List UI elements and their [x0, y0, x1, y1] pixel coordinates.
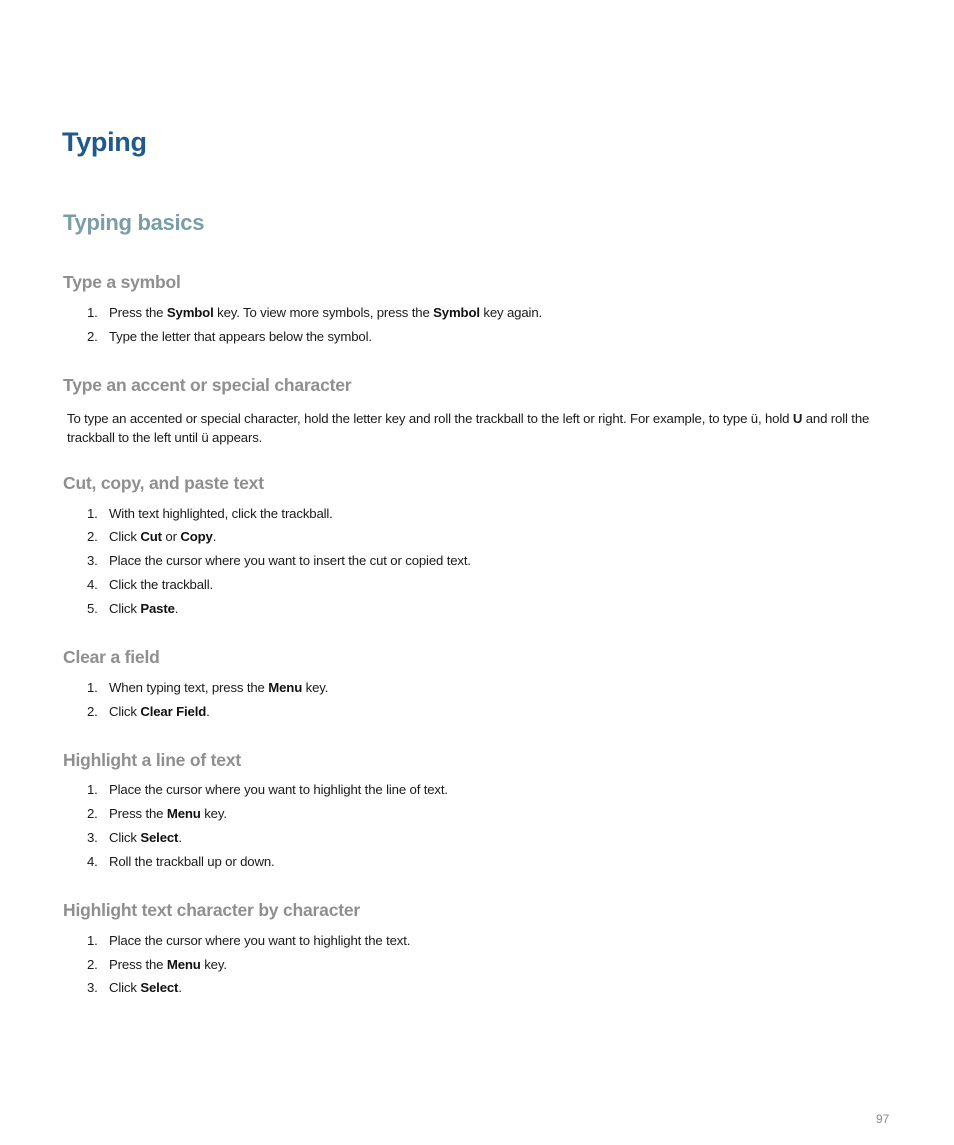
step-number: 1.: [87, 933, 98, 948]
step-number: 5.: [87, 601, 98, 616]
step-text: Click: [109, 980, 141, 995]
step-text: Press the: [109, 305, 167, 320]
step-number: 4.: [87, 854, 98, 869]
para-text: and roll the trackball to the left until ü appears.: [67, 411, 870, 445]
step-item: [87, 806, 227, 821]
step-item: [87, 553, 471, 568]
step-item: [87, 830, 182, 845]
step-text: key. To view more symbols, press the: [213, 305, 434, 320]
key-name: Menu: [166, 957, 201, 972]
key-name: Select: [140, 980, 179, 995]
step-text: With text highlighted, click the trackball.: [109, 506, 333, 521]
key-name: Select: [140, 830, 179, 845]
heading-highlight-character: Highlight text character by character: [63, 900, 361, 920]
step-text: Click: [109, 704, 141, 719]
step-item: [87, 529, 216, 544]
step-text: .: [174, 601, 179, 616]
step-number: 3.: [87, 980, 98, 995]
step-text: key again.: [479, 305, 543, 320]
para-text: To type an accented or special character, hold the letter key and roll the trackball to the left or right. For example, to type ü, hold: [67, 411, 793, 426]
key-name: Menu: [166, 806, 201, 821]
step-item: [87, 577, 213, 592]
key-name: Symbol: [166, 305, 214, 320]
step-number: 3.: [87, 830, 98, 845]
step-item: [87, 933, 410, 948]
step-text: Place the cursor where you want to insert the cut or copied text.: [109, 553, 471, 568]
accent-paragraph: [67, 409, 897, 447]
step-item: [87, 329, 372, 344]
step-text: .: [178, 980, 182, 995]
step-text: Roll the trackball up or down.: [109, 854, 275, 869]
step-item: [87, 980, 182, 995]
key-name: U: [792, 411, 803, 426]
section-title: Typing basics: [63, 210, 205, 235]
step-text: .: [212, 529, 217, 544]
heading-type-a-symbol: Type a symbol: [63, 272, 181, 292]
key-name: Cut: [140, 529, 162, 544]
step-item: [87, 305, 542, 320]
step-number: 4.: [87, 577, 98, 592]
heading-type-an-accent: Type an accent or special character: [63, 375, 352, 395]
step-text: When typing text, press the: [109, 680, 269, 695]
step-text: Type the letter that appears below the symbol.: [109, 329, 372, 344]
step-item: [87, 704, 210, 719]
heading-cut-copy-paste: Cut, copy, and paste text: [63, 473, 264, 493]
step-number: 1.: [87, 305, 98, 320]
step-item: [87, 854, 275, 869]
step-text: key.: [200, 957, 227, 972]
page-number: 97: [876, 1112, 890, 1126]
heading-highlight-a-line: Highlight a line of text: [63, 750, 241, 770]
step-text: .: [206, 704, 210, 719]
step-number: 2.: [87, 329, 98, 344]
key-name: Symbol: [433, 305, 480, 320]
key-name: Paste: [140, 601, 175, 616]
step-number: 1.: [87, 506, 98, 521]
step-number: 2.: [87, 529, 98, 544]
step-number: 3.: [87, 553, 98, 568]
step-text: Click: [109, 529, 141, 544]
step-text: Click: [109, 830, 141, 845]
step-text: Click: [109, 601, 141, 616]
step-item: [87, 957, 227, 972]
step-item: [87, 782, 448, 797]
chapter-title: Typing: [62, 127, 147, 157]
step-item: [87, 680, 328, 695]
step-item: [87, 601, 178, 616]
step-text: key.: [200, 806, 227, 821]
step-number: 2.: [87, 957, 98, 972]
step-text: Click the trackball.: [109, 577, 214, 592]
step-text: Press the: [109, 957, 167, 972]
step-item: [87, 506, 333, 521]
key-name: Copy: [180, 529, 213, 544]
step-text: Place the cursor where you want to highlight the text.: [109, 933, 411, 948]
step-number: 1.: [87, 680, 98, 695]
step-text: Place the cursor where you want to highlight the line of text.: [109, 782, 448, 797]
step-text: Press the: [109, 806, 167, 821]
step-number: 1.: [87, 782, 98, 797]
step-text: or: [161, 529, 181, 544]
key-name: Menu: [268, 680, 303, 695]
step-number: 2.: [87, 704, 98, 719]
heading-clear-a-field: Clear a field: [63, 647, 160, 667]
step-text: .: [178, 830, 182, 845]
step-text: key.: [302, 680, 329, 695]
step-number: 2.: [87, 806, 98, 821]
key-name: Clear Field: [140, 704, 207, 719]
